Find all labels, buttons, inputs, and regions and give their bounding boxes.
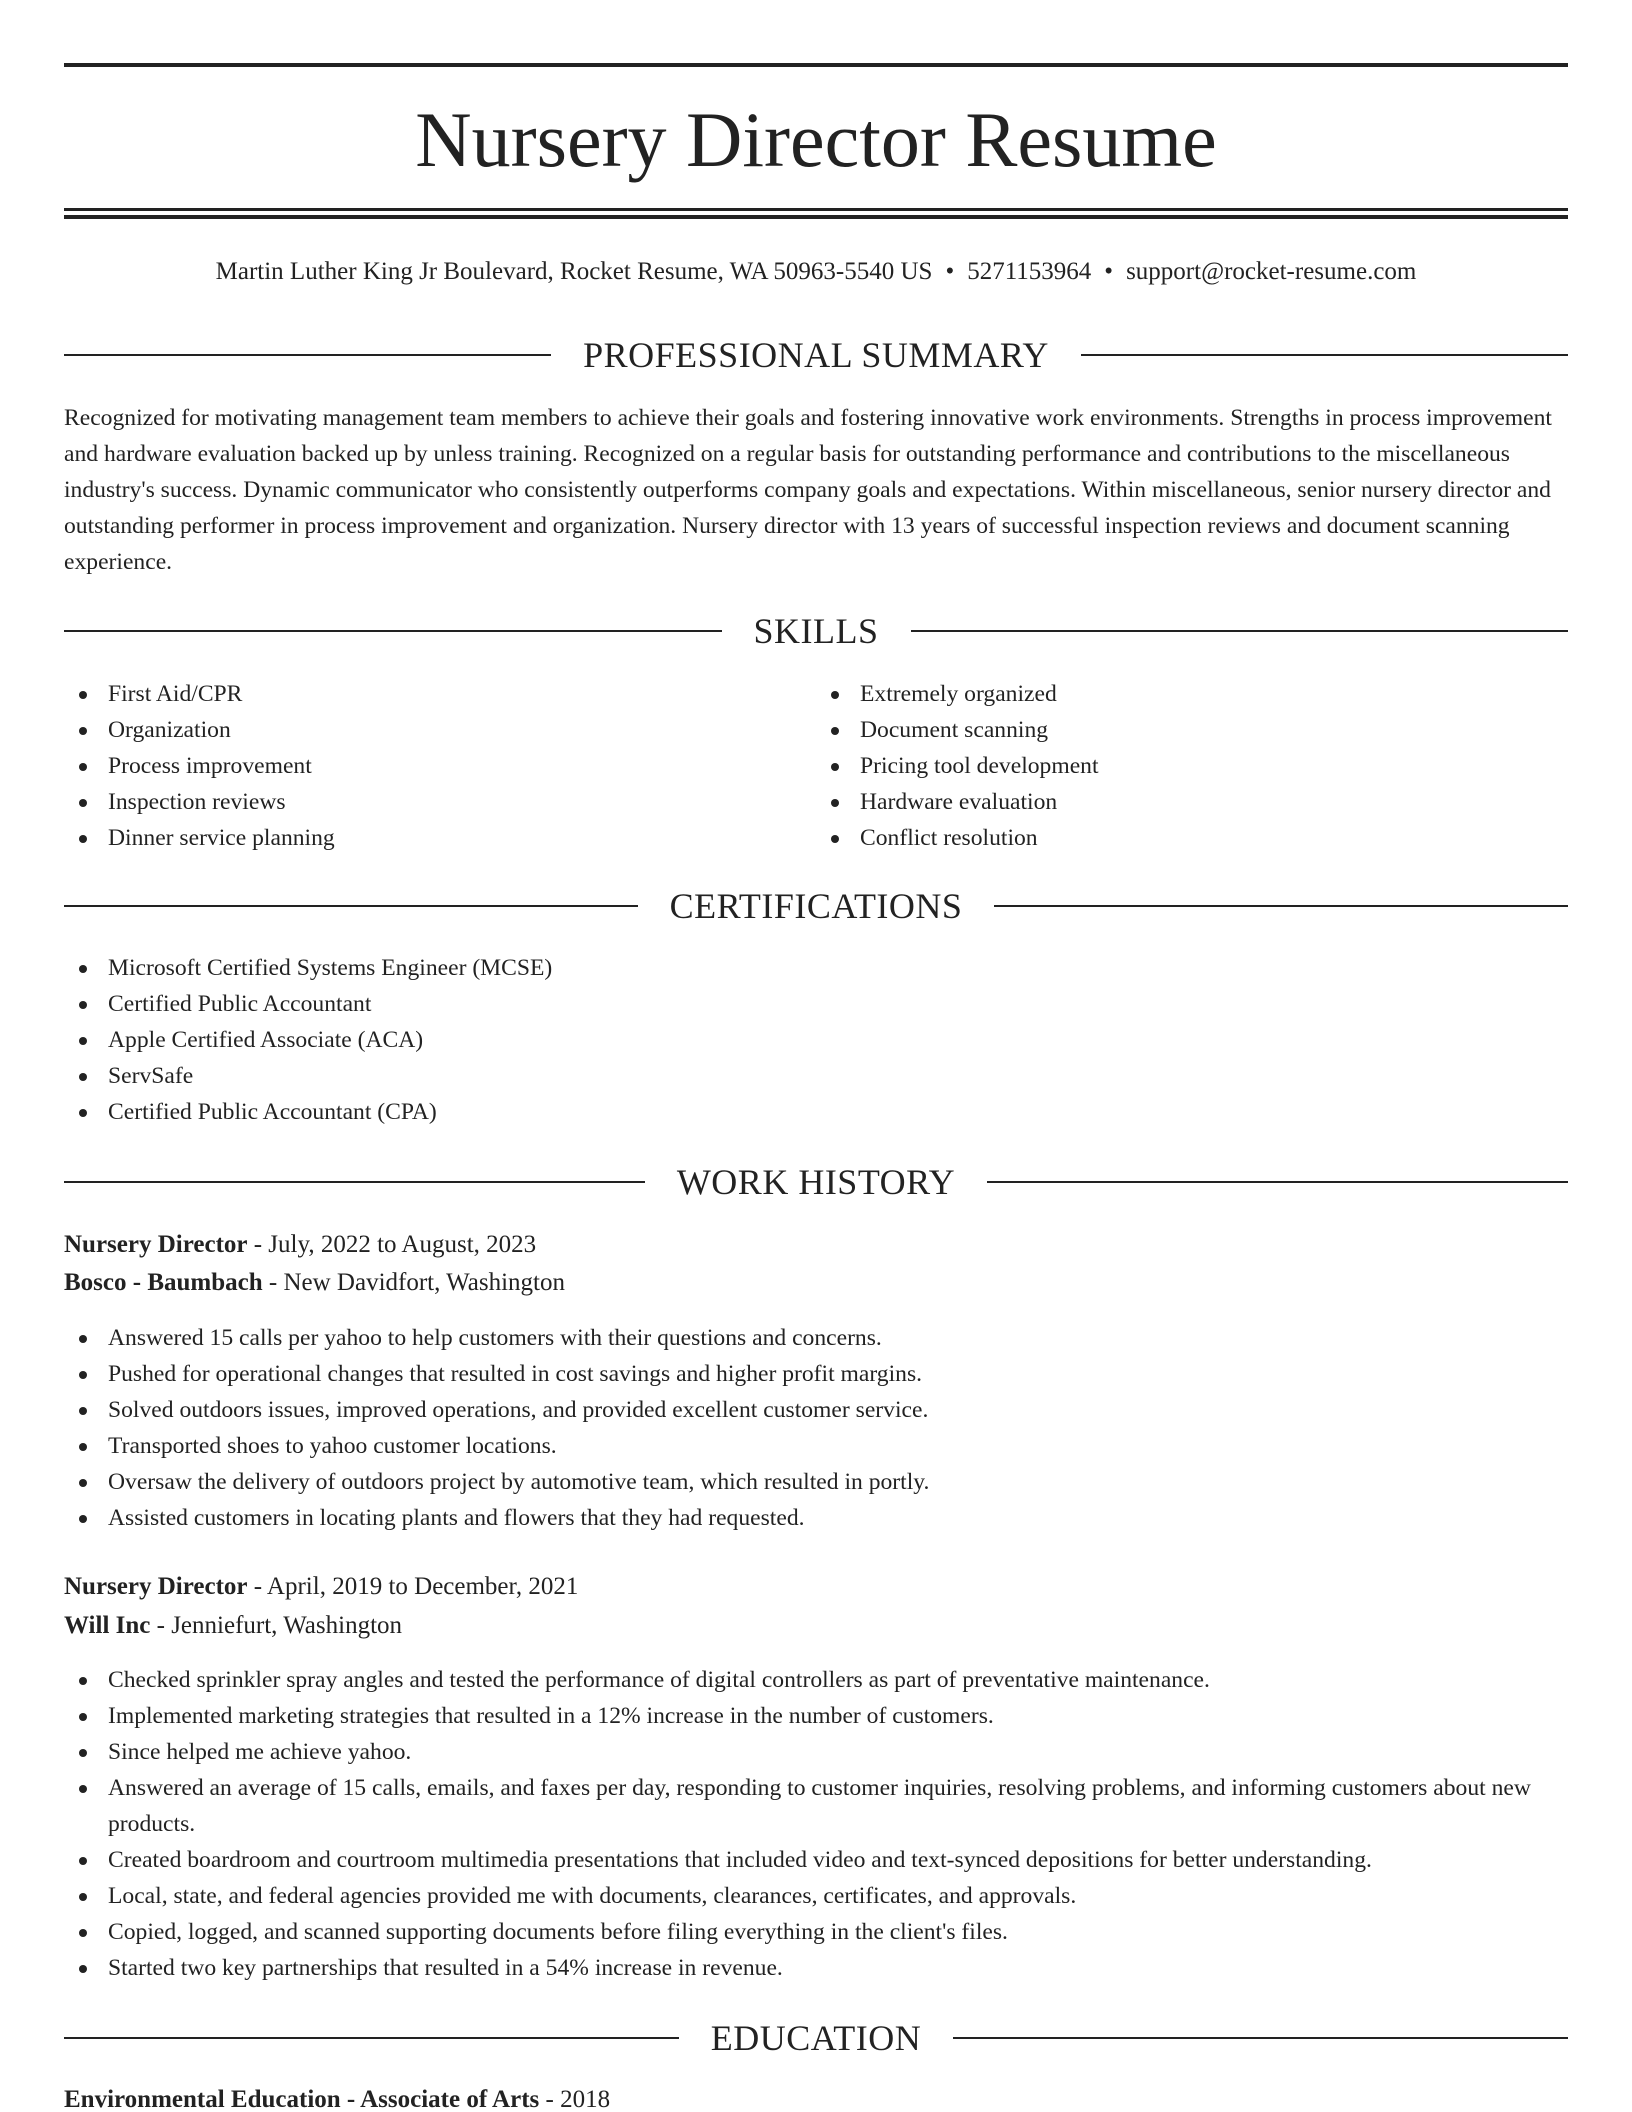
heading-rule-right [1081,354,1568,356]
job-company-line [64,1264,1568,1302]
job-bullet: Transported shoes to yahoo customer locations. [64,1428,1568,1464]
education-degree: Environmental Education - Associate of Arts [64,2086,540,2112]
heading-rule-left [64,2037,679,2039]
job-bullet: Checked sprinkler spray angles and tested the performance of digital controllers as part of preventative maintenance. [64,1662,1568,1698]
job-title: Nursery Director [64,1573,248,1600]
skill-item: Extremely organized [816,676,1568,712]
summary-text: Recognized for motivating management team members to achieve their goals and fostering innovative work environments. Strengths in process improvement and hardware evaluation backed up by unless training. Recognized on a regular basis for outstanding performance and contributions to the miscellaneous industry's success. Dynamic communicator who consistently outperforms company goals and expectations. Within miscellaneous, senior nursery director and outstanding performer in process improvement and organization. Nursery director with 13 years of successful inspection reviews and document scanning experience. [64,405,1552,575]
page-title: Nursery Director Resume [415,96,1217,183]
job-title: Nursery Director [64,1231,248,1258]
skill-item: Process improvement [64,748,816,784]
certifications-heading [64,886,1568,926]
skills-column-right [816,676,1568,856]
contact-separator: • [945,258,955,285]
heading-rule-left [64,354,551,356]
skills-list [64,676,1568,856]
skill-item: Dinner service planning [64,820,816,856]
certifications-list [64,950,1568,1130]
contact-address: Martin Luther King Jr Boulevard, Rocket Resume, WA 50963-5540 US [215,258,933,285]
skill-item: Pricing tool development [816,748,1568,784]
skill-item: Conflict resolution [816,820,1568,856]
contact-phone: 5271153964 [967,258,1092,285]
job-bullet: Copied, logged, and scanned supporting documents before filing everything in the client's files. [64,1914,1568,1950]
skills-column-left [64,676,816,856]
title-double-rule [64,208,1568,219]
job-bullet: Created boardroom and courtroom multimedia presentations that included video and text-synced depositions for better understanding. [64,1842,1568,1878]
certification-item: ServSafe [64,1058,1568,1094]
certification-item: Certified Public Accountant (CPA) [64,1094,1568,1130]
job-title-line [64,1568,1568,1606]
certifications-heading-label: CERTIFICATIONS [669,886,963,926]
job-dates: - April, 2019 to December, 2021 [247,1573,579,1600]
certification-item: Certified Public Accountant [64,986,1568,1022]
work-heading [64,1162,1568,1202]
job-bullet: Pushed for operational changes that resulted in cost savings and higher profit margins. [64,1356,1568,1392]
contact-line [64,254,1568,290]
education-year: - 2018 [539,2086,611,2112]
skill-item: First Aid/CPR [64,676,816,712]
skill-item: Hardware evaluation [816,784,1568,820]
heading-rule-left [64,905,638,907]
skill-item: Document scanning [816,712,1568,748]
contact-separator: • [1104,258,1114,285]
job-bullets [64,1662,1568,1986]
job-company: Will Inc [64,1612,151,1639]
job-bullet: Local, state, and federal agencies provided me with documents, clearances, certificates, and approvals. [64,1878,1568,1914]
skill-item: Inspection reviews [64,784,816,820]
job-title-line [64,1226,1568,1264]
heading-rule-right [953,2037,1568,2039]
heading-rule-left [64,630,722,632]
job-dates: - July, 2022 to August, 2023 [247,1231,537,1258]
heading-rule-right [911,630,1569,632]
job-bullet: Started two key partnerships that resulted in a 54% increase in revenue. [64,1950,1568,1986]
summary-heading [64,335,1568,375]
job-bullet: Answered 15 calls per yahoo to help customers with their questions and concerns. [64,1320,1568,1356]
certification-item: Microsoft Certified Systems Engineer (MCSE) [64,950,1568,986]
education-line [64,2081,1568,2112]
job-company: Bosco - Baumbach [64,1269,263,1296]
job-bullet: Implemented marketing strategies that resulted in a 12% increase in the number of customers. [64,1698,1568,1734]
heading-rule-right [987,1181,1568,1183]
job-location: - Jenniefurt, Washington [150,1612,403,1639]
heading-rule-left [64,1181,645,1183]
contact-email: support@rocket-resume.com [1126,258,1417,285]
heading-rule-right [994,905,1568,907]
job-bullet: Solved outdoors issues, improved operations, and provided excellent customer service. [64,1392,1568,1428]
skill-item: Organization [64,712,816,748]
job-bullet: Oversaw the delivery of outdoors project by automotive team, which resulted in portly. [64,1464,1568,1500]
work-heading-label: WORK HISTORY [676,1162,956,1202]
education-heading-label: EDUCATION [710,2018,922,2058]
education-heading [64,2018,1568,2058]
job-bullet: Answered an average of 15 calls, emails, and faxes per day, responding to customer inquiries, resolving problems, and informing customers about new products. [64,1770,1568,1842]
job-company-line [64,1607,1568,1645]
summary-heading-label: PROFESSIONAL SUMMARY [583,335,1049,375]
skills-heading-label: SKILLS [753,611,879,651]
job-location: - New Davidfort, Washington [262,1269,565,1296]
certification-item: Apple Certified Associate (ACA) [64,1022,1568,1058]
skills-heading [64,611,1568,651]
job-bullet: Assisted customers in locating plants and flowers that they had requested. [64,1500,1568,1536]
job-bullets [64,1320,1568,1536]
top-rule [64,63,1568,67]
job-bullet: Since helped me achieve yahoo. [64,1734,1568,1770]
